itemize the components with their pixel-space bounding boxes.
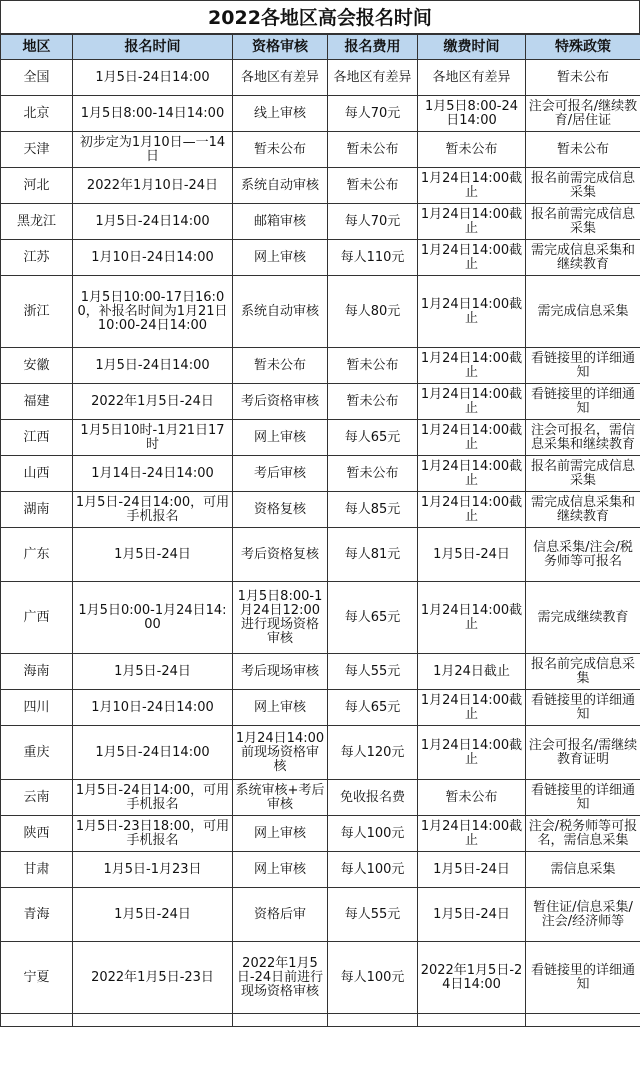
- table-row: [1, 528, 640, 582]
- cell-region: 云南: [1, 780, 73, 816]
- cell-reg-time: 1月5日10时-1月21日17时: [73, 420, 233, 456]
- table-row: [1, 726, 640, 780]
- cell-fee: 每人100元: [328, 852, 418, 888]
- cell-region: 广东: [1, 528, 73, 582]
- cell-region: 河北: [1, 168, 73, 204]
- cell-fee: 每人80元: [328, 276, 418, 348]
- cell-reg-time: 初步定为1月10日—一14日: [73, 132, 233, 168]
- cell-fee: 每人100元: [328, 816, 418, 852]
- cell-reg-time: 2022年1月5日-23日: [73, 942, 233, 1014]
- header-region: 地区: [1, 35, 73, 60]
- cell-region: 全国: [1, 60, 73, 96]
- cell-policy: 报名前需完成信息采集: [526, 168, 640, 204]
- cell-reg-time: 1月5日-24日14:00: [73, 726, 233, 780]
- cell-reg-time: 1月5日-24日14:00，可用手机报名: [73, 492, 233, 528]
- cell-review: 各地区有差异: [233, 60, 328, 96]
- cell-review: 1月24日14:00前现场资格审核: [233, 726, 328, 780]
- cell-pay-time: 1月24日14:00截止: [418, 168, 526, 204]
- cell-pay-time: 1月24日14:00截止: [418, 348, 526, 384]
- cell-fee: 每人70元: [328, 204, 418, 240]
- header-policy: 特殊政策: [526, 35, 640, 60]
- cell-policy: 报名前完成信息采集: [526, 654, 640, 690]
- cell-region: 甘肃: [1, 852, 73, 888]
- cell-review: 线上审核: [233, 96, 328, 132]
- cell-review: 网上审核: [233, 240, 328, 276]
- cell-region: 宁夏: [1, 942, 73, 1014]
- cell-pay-time: 1月24日14:00截止: [418, 276, 526, 348]
- cell-review: 网上审核: [233, 852, 328, 888]
- table-row: [1, 204, 640, 240]
- cell-region: 山西: [1, 456, 73, 492]
- cell-pay-time: 1月24日14:00截止: [418, 420, 526, 456]
- cell-pay-time: 1月24日14:00截止: [418, 492, 526, 528]
- empty-cell: [233, 1014, 328, 1027]
- table-row: [1, 240, 640, 276]
- cell-policy: 报名前需完成信息采集: [526, 204, 640, 240]
- cell-fee: 暂未公布: [328, 384, 418, 420]
- cell-fee: 每人70元: [328, 96, 418, 132]
- cell-region: 海南: [1, 654, 73, 690]
- cell-region: 北京: [1, 96, 73, 132]
- cell-review: 系统自动审核: [233, 276, 328, 348]
- cell-pay-time: 暂未公布: [418, 780, 526, 816]
- cell-policy: 注会可报名，需信息采集和继续教育: [526, 420, 640, 456]
- cell-region: 福建: [1, 384, 73, 420]
- table-row: [1, 132, 640, 168]
- cell-fee: 暂未公布: [328, 132, 418, 168]
- empty-cell: [1, 1014, 73, 1027]
- cell-pay-time: 1月24日14:00截止: [418, 690, 526, 726]
- cell-reg-time: 2022年1月5日-24日: [73, 384, 233, 420]
- cell-review: 考后现场审核: [233, 654, 328, 690]
- cell-policy: 看链接里的详细通知: [526, 348, 640, 384]
- cell-reg-time: 1月5日-24日14:00: [73, 204, 233, 240]
- table-row: [1, 456, 640, 492]
- cell-reg-time: 2022年1月10日-24日: [73, 168, 233, 204]
- cell-pay-time: 2022年1月5日-24日14:00: [418, 942, 526, 1014]
- cell-reg-time: 1月5日-23日18:00，可用手机报名: [73, 816, 233, 852]
- cell-policy: 注会/税务师等可报名，需信息采集: [526, 816, 640, 852]
- cell-policy: 注会可报名/继续教育/居住证: [526, 96, 640, 132]
- table-row: [1, 168, 640, 204]
- cell-pay-time: 1月24日14:00截止: [418, 456, 526, 492]
- cell-pay-time: 1月24日14:00截止: [418, 240, 526, 276]
- cell-review: 考后资格审核: [233, 384, 328, 420]
- cell-reg-time: 1月10日-24日14:00: [73, 690, 233, 726]
- cell-reg-time: 1月5日-24日: [73, 528, 233, 582]
- cell-fee: 每人55元: [328, 654, 418, 690]
- empty-cell: [526, 1014, 640, 1027]
- cell-review: 邮箱审核: [233, 204, 328, 240]
- cell-pay-time: 1月24日14:00截止: [418, 204, 526, 240]
- cell-pay-time: 1月24日14:00截止: [418, 582, 526, 654]
- table-row: [1, 420, 640, 456]
- cell-reg-time: 1月5日10:00-17日16:00，补报名时间为1月21日10:00-24日14:00: [73, 276, 233, 348]
- cell-review: 系统审核+考后审核: [233, 780, 328, 816]
- cell-policy: 暂未公布: [526, 60, 640, 96]
- cell-pay-time: 1月24日截止: [418, 654, 526, 690]
- cell-review: 资格后审: [233, 888, 328, 942]
- cell-region: 浙江: [1, 276, 73, 348]
- cell-region: 四川: [1, 690, 73, 726]
- cell-pay-time: 1月24日14:00截止: [418, 726, 526, 780]
- cell-review: 考后审核: [233, 456, 328, 492]
- cell-reg-time: 1月14日-24日14:00: [73, 456, 233, 492]
- cell-policy: 暂住证/信息采集/注会/经济师等: [526, 888, 640, 942]
- cell-review: 暂未公布: [233, 132, 328, 168]
- cell-region: 重庆: [1, 726, 73, 780]
- cell-policy: 看链接里的详细通知: [526, 384, 640, 420]
- cell-fee: 每人120元: [328, 726, 418, 780]
- cell-policy: 需信息采集: [526, 852, 640, 888]
- cell-policy: 需完成继续教育: [526, 582, 640, 654]
- table-row: [1, 690, 640, 726]
- cell-review: 网上审核: [233, 816, 328, 852]
- table-row: [1, 582, 640, 654]
- table-row: [1, 96, 640, 132]
- cell-region: 湖南: [1, 492, 73, 528]
- cell-region: 江西: [1, 420, 73, 456]
- table-row: [1, 654, 640, 690]
- header-review: 资格审核: [233, 35, 328, 60]
- registration-table: [0, 34, 640, 1027]
- table-row: [1, 780, 640, 816]
- empty-row: [1, 1014, 640, 1027]
- cell-review: 暂未公布: [233, 348, 328, 384]
- table-row: [1, 852, 640, 888]
- cell-fee: 每人65元: [328, 690, 418, 726]
- cell-pay-time: 1月5日-24日: [418, 528, 526, 582]
- cell-review: 系统自动审核: [233, 168, 328, 204]
- cell-fee: 免收报名费: [328, 780, 418, 816]
- cell-policy: 信息采集/注会/税务师等可报名: [526, 528, 640, 582]
- cell-pay-time: 1月5日8:00-24日14:00: [418, 96, 526, 132]
- empty-cell: [328, 1014, 418, 1027]
- cell-policy: 暂未公布: [526, 132, 640, 168]
- cell-review: 1月5日8:00-1月24日12:00进行现场资格审核: [233, 582, 328, 654]
- cell-review: 2022年1月5日-24日前进行现场资格审核: [233, 942, 328, 1014]
- empty-cell: [418, 1014, 526, 1027]
- cell-policy: 需完成信息采集和继续教育: [526, 492, 640, 528]
- cell-fee: 每人110元: [328, 240, 418, 276]
- cell-pay-time: 1月24日14:00截止: [418, 816, 526, 852]
- cell-fee: 每人100元: [328, 942, 418, 1014]
- table-row: [1, 60, 640, 96]
- header-fee: 报名费用: [328, 35, 418, 60]
- cell-review: 网上审核: [233, 690, 328, 726]
- cell-reg-time: 1月5日8:00-14日14:00: [73, 96, 233, 132]
- table-row: [1, 816, 640, 852]
- cell-region: 黑龙江: [1, 204, 73, 240]
- cell-fee: 每人85元: [328, 492, 418, 528]
- cell-policy: 报名前需完成信息采集: [526, 456, 640, 492]
- table-row: [1, 348, 640, 384]
- table-row: [1, 888, 640, 942]
- cell-fee: 各地区有差异: [328, 60, 418, 96]
- cell-policy: 看链接里的详细通知: [526, 942, 640, 1014]
- table-body: [1, 60, 640, 1027]
- cell-reg-time: 1月5日0:00-1月24日14:00: [73, 582, 233, 654]
- header-pay-time: 缴费时间: [418, 35, 526, 60]
- cell-policy: 需完成信息采集和继续教育: [526, 240, 640, 276]
- table-title: 2022各地区高会报名时间: [0, 0, 640, 34]
- header-reg-time: 报名时间: [73, 35, 233, 60]
- cell-policy: 看链接里的详细通知: [526, 780, 640, 816]
- table-row: [1, 276, 640, 348]
- cell-region: 江苏: [1, 240, 73, 276]
- cell-reg-time: 1月5日-1月23日: [73, 852, 233, 888]
- cell-pay-time: 暂未公布: [418, 132, 526, 168]
- cell-fee: 暂未公布: [328, 168, 418, 204]
- cell-region: 安徽: [1, 348, 73, 384]
- cell-review: 资格复核: [233, 492, 328, 528]
- cell-region: 广西: [1, 582, 73, 654]
- cell-reg-time: 1月5日-24日14:00: [73, 60, 233, 96]
- cell-fee: 暂未公布: [328, 456, 418, 492]
- cell-reg-time: 1月10日-24日14:00: [73, 240, 233, 276]
- cell-policy: 注会可报名/需继续教育证明: [526, 726, 640, 780]
- cell-policy: 看链接里的详细通知: [526, 690, 640, 726]
- cell-fee: 每人55元: [328, 888, 418, 942]
- header-row: [1, 35, 640, 60]
- cell-fee: 暂未公布: [328, 348, 418, 384]
- cell-reg-time: 1月5日-24日14:00，可用手机报名: [73, 780, 233, 816]
- table-row: [1, 492, 640, 528]
- cell-pay-time: 1月5日-24日: [418, 852, 526, 888]
- cell-region: 陕西: [1, 816, 73, 852]
- cell-reg-time: 1月5日-24日: [73, 654, 233, 690]
- cell-reg-time: 1月5日-24日14:00: [73, 348, 233, 384]
- cell-pay-time: 1月5日-24日: [418, 888, 526, 942]
- table-row: [1, 384, 640, 420]
- cell-fee: 每人65元: [328, 582, 418, 654]
- cell-policy: 需完成信息采集: [526, 276, 640, 348]
- cell-review: 考后资格复核: [233, 528, 328, 582]
- table-row: [1, 942, 640, 1014]
- cell-review: 网上审核: [233, 420, 328, 456]
- cell-fee: 每人65元: [328, 420, 418, 456]
- cell-region: 青海: [1, 888, 73, 942]
- empty-cell: [73, 1014, 233, 1027]
- cell-pay-time: 各地区有差异: [418, 60, 526, 96]
- cell-region: 天津: [1, 132, 73, 168]
- cell-reg-time: 1月5日-24日: [73, 888, 233, 942]
- cell-fee: 每人81元: [328, 528, 418, 582]
- cell-pay-time: 1月24日14:00截止: [418, 384, 526, 420]
